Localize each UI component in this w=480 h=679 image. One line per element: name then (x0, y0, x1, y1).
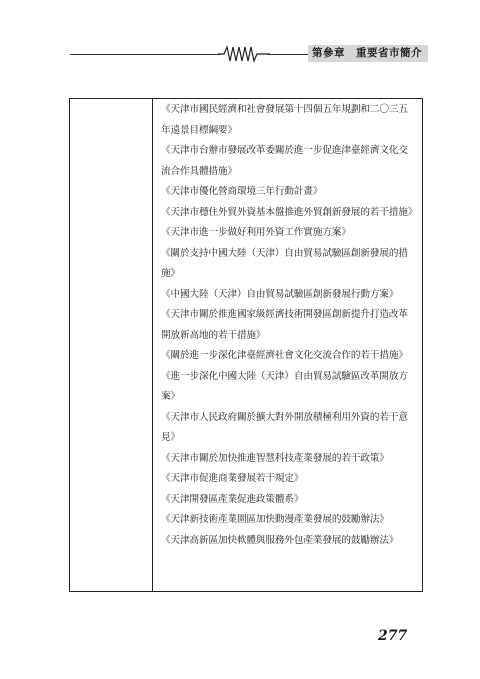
policy-item: 《天津市關於加快推進智慧科技產業發展的若干政策》 (161, 452, 389, 464)
policy-item: 《天津市人民政府關於擴大對外開放積極利用外資的若干意見》 (161, 411, 408, 443)
policy-item: 《關於進一步深化津臺經濟社會文化交流合作的若干措施》 (161, 350, 408, 361)
page-number: 277 (378, 628, 408, 644)
policy-item: 《天津高新區加快軟體與服務外包產業發展的鼓勵辦法》 (161, 534, 399, 546)
header-rule-left (70, 54, 220, 55)
policy-item: 《進一步深化中國大陸（天津）自由貿易試驗區改革開放方案》 (161, 370, 408, 402)
policy-item: 《天津市優化營商環境三年行動計畫》 (161, 186, 323, 197)
policy-item: 《天津市關於推進國家級經濟技術開發區創新提升打造改革開放新高地的若干措施》 (161, 309, 408, 341)
policy-item: 《關於支持中國大陸（天津）自由貿易試驗區創新發展的措施》 (161, 247, 408, 279)
policy-list (161, 100, 417, 551)
header-rule-right (268, 54, 308, 55)
policy-item: 《中國大陸（天津）自由貿易試驗區創新發展行動方案》 (161, 288, 399, 300)
table-column-divider (152, 98, 153, 592)
chapter-title: 第參章 重要省市簡介 (308, 45, 428, 62)
policy-item: 《天津市國民經濟和社會發展第十四個五年規劃和二〇三五年遠景目標綱要》 (161, 104, 408, 136)
policy-item: 《天津開發區產業促進政策體系》 (161, 493, 304, 505)
policy-item: 《天津新技術產業園區加快動漫產業發展的鼓勵辦法》 (161, 514, 389, 525)
policy-item: 《天津市促進商業發展若干規定》 (161, 473, 304, 484)
policy-item: 《天津市台辦市發展改革委關於進一步促進津臺經濟文化交流合作具體措施》 (161, 145, 408, 177)
page-header (0, 0, 480, 70)
policy-item: 《天津市穩住外貿外資基本盤推進外貿創新發展的若干措施》 (161, 206, 418, 218)
heartbeat-wave-icon (218, 44, 270, 64)
policy-item: 《天津市進一步做好利用外資工作實施方案》 (161, 227, 351, 238)
